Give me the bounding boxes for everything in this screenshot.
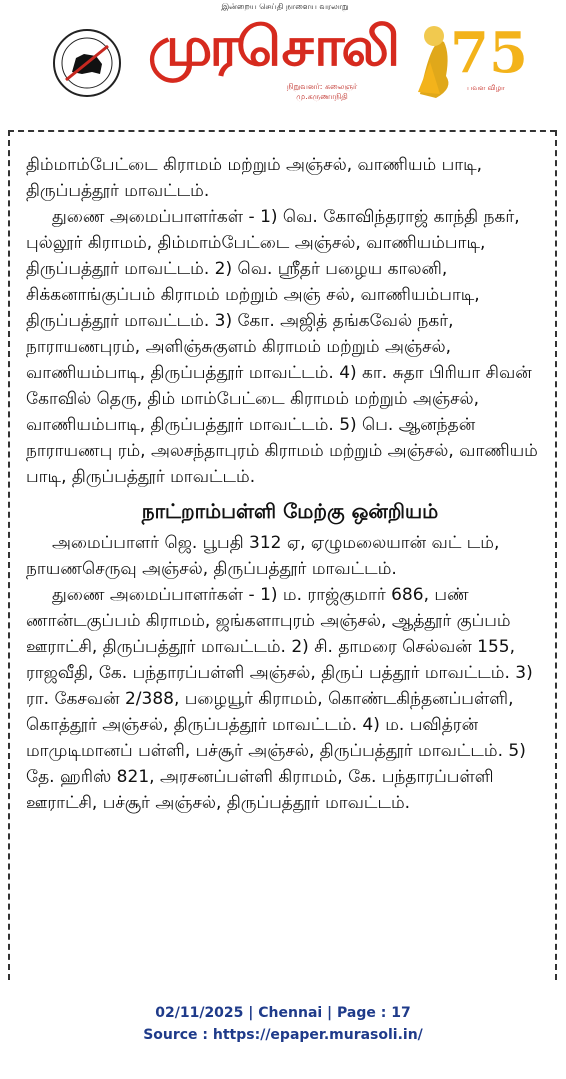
masthead-tagline: இன்றைய செய்தி நாளைய வரலாறு: [221, 2, 349, 11]
anniversary-label: பவள விழா: [467, 84, 505, 92]
masthead-founder-line: நிறுவனர்: கலைஞர் மு.கருணாநிதி: [286, 82, 358, 101]
article-paragraph: துணை அமைப்பாளர்கள் - 1) வெ. கோவிந்தராஜ் காந்தி நகர், புல்லூர் கிராமம், திம்மாம்பேட்டை அஞ்சல், வாணியம்பாடி, திருப்பத்தூர் மாவட்டம். 2) வெ. ஸ்ரீதர் பழைய காலனி, சிக்கனாங்குப்பம் கிராமம் மற்றும் அஞ் சல், வாணியம்பாடி, திருப்பத்தூர் மாவட்டம். 3) கோ. அஜித் தங்கவேல் நகர், நாராயணபுரம், அளிஞ்சுகுளம் கிராமம் மற்றும் அஞ்சல், வாணியம்பாடி, திருப்பத்தூர் மாவட்டம். 4) கா. சுதா பிரியா சிவன் கோவில் தெரு, திம் மாம்பேட்டை கிராமம் மற்றும் அஞ்சல், வாணியம்பாடி, திருப்பத்தூர் மாவட்டம். 5) பெ. ஆனந்தன் நாராயணபு ரம், அலசந்தாபுரம் கிராமம் மற்றும் அஞ்சல், வாணியம் பாடி, திருப்பத்தூர் மாவட்டம்.: [26, 207, 538, 487]
party-seal-icon: [52, 28, 122, 98]
masthead: [0, 0, 566, 115]
clipping-border-right: [555, 130, 557, 980]
article-paragraph: அமைப்பாளர் ஜெ. பூபதி 312 ஏ, ஏழுமலையான் வட் டம், நாயணசெருவு அஞ்சல், திருப்பத்தூர் மாவட்டம்.: [26, 533, 500, 579]
clipping-border-top: [8, 130, 556, 132]
section-heading: நாட்றாம்பள்ளி மேற்கு ஒன்றியம்: [141, 499, 439, 523]
article-paragraph: திம்மாம்பேட்டை கிராமம் மற்றும் அஞ்சல், வாணியம் பாடி, திருப்பத்தூர் மாவட்டம்.: [26, 155, 483, 201]
footer-source-link[interactable]: Source : https://epaper.murasoli.in/: [143, 1027, 423, 1043]
article-paragraph: துணை அமைப்பாளர்கள் - 1) ம. ராஜ்குமார் 686, பண் ணான்டகுப்பம் கிராமம், ஜங்களாபுரம் அஞ்சல், ஆத்தூர் குப்பம் ஊராட்சி, திருப்பத்தூர் மாவட்டம். 2) சி. தாமரை செல்வன் 155, ராஜவீதி, கே. பந்தாரப்பள்ளி அஞ்சல், திருப் பத்தூர் மாவட்டம். 3) ரா. கேசவன் 2/388, பழையூர் கிராமம், கொண்டகிந்தனப்பள்ளி, கொத்தூர் அஞ்சல், திருப்பத்தூர் மாவட்டம். 4) ம. பவித்ரன் மாமுடிமானப் பள்ளி, பச்சூர் அஞ்சல், திருப்பத்தூர் மாவட்டம். 5) தே. ஹரிஸ் 821, அரசனப்பள்ளி கிராமம், கே. பந்தாரப்பள்ளி ஊராட்சி, பச்சூர் அஞ்சல், திருப்பத்தூர் மாவட்டம்.: [26, 585, 533, 813]
news-clipping: [0, 130, 566, 980]
clipping-border-left: [8, 130, 10, 980]
footer-date-line: 02/11/2025 | Chennai | Page : 17: [155, 1005, 411, 1021]
source-footer: [0, 1002, 566, 1046]
masthead-brand: முரசொலி: [147, 15, 398, 78]
article-body: [26, 152, 554, 816]
anniversary-number: 75: [450, 20, 528, 86]
